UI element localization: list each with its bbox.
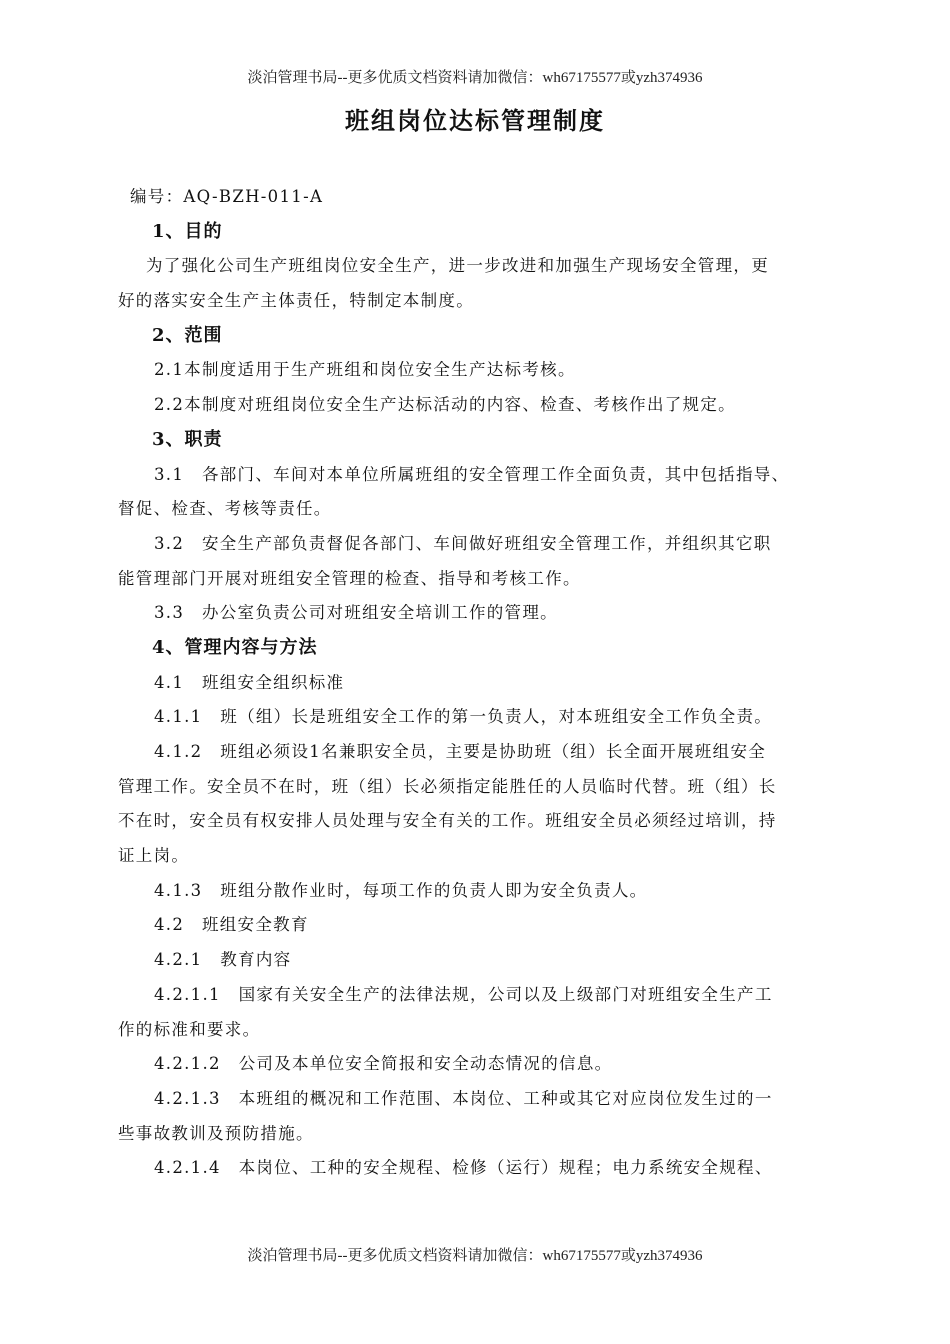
paragraph-line: 4.2.1 教育内容: [154, 950, 292, 970]
section-heading: 2、范围: [152, 324, 223, 346]
paragraph-line: 4.1.3 班组分散作业时，每项工作的负责人即为安全负责人。: [154, 880, 648, 900]
paragraph-line: 证上岗。: [118, 846, 190, 866]
paragraph-line: 为了强化公司生产班组岗位安全生产，进一步改进和加强生产现场安全管理，更: [146, 256, 769, 276]
paragraph-line: 2.2本制度对班组岗位安全生产达标活动的内容、检查、考核作出了规定。: [154, 395, 736, 415]
paragraph-line: 3.1 各部门、车间对本单位所属班组的安全管理工作全面负责，其中包括指导、: [154, 464, 790, 484]
document-body: [118, 180, 838, 1186]
paragraph-line: 督促、检查、考核等责任。: [118, 499, 332, 519]
section-heading: 1、目的: [152, 220, 223, 242]
paragraph-line: 4.1.1 班（组）长是班组安全工作的第一负责人，对本班组安全工作负全责。: [154, 707, 773, 727]
page-header: 淡泊管理书局--更多优质文档资料请加微信：wh67175577或yzh374936: [247, 70, 703, 86]
paragraph-line: 能管理部门开展对班组安全管理的检查、指导和考核工作。: [118, 568, 581, 588]
paragraph-line: 2.1本制度适用于生产班组和岗位安全生产达标考核。: [154, 360, 576, 380]
paragraph-line: 3.3 办公室负责公司对班组安全培训工作的管理。: [154, 603, 558, 623]
paragraph-line: 编号：AQ-BZH-011-A: [130, 187, 324, 206]
paragraph-line: 好的落实安全生产主体责任，特制定本制度。: [118, 291, 474, 311]
paragraph-line: 作的标准和要求。: [118, 1019, 261, 1039]
paragraph-line: 4.2.1.4 本岗位、工种的安全规程、检修（运行）规程；电力系统安全规程、: [154, 1158, 773, 1178]
paragraph-line: 4.2.1.1 国家有关安全生产的法律法规，公司以及上级部门对班组安全生产工: [154, 984, 773, 1004]
page-footer: 淡泊管理书局--更多优质文档资料请加微信：wh67175577或yzh374936: [247, 1248, 703, 1264]
paragraph-line: 4.1 班组安全组织标准: [154, 672, 345, 692]
paragraph-line: 4.2.1.2 公司及本单位安全简报和安全动态情况的信息。: [154, 1054, 613, 1074]
document-title: 班组岗位达标管理制度: [345, 106, 605, 135]
paragraph-line: 4.1.2 班组必须设1名兼职安全员，主要是协助班（组）长全面开展班组安全: [154, 742, 767, 761]
paragraph-line: 3.2 安全生产部负责督促各部门、车间做好班组安全管理工作，并组织其它职: [154, 533, 772, 553]
paragraph-line: 4.2 班组安全教育: [154, 915, 309, 935]
section-heading: 3、职责: [152, 428, 223, 450]
paragraph-line: 管理工作。安全员不在时，班（组）长必须指定能胜任的人员临时代替。班（组）长: [118, 776, 777, 796]
paragraph-line: 些事故教训及预防措施。: [118, 1123, 314, 1143]
paragraph-line: 4.2.1.3 本班组的概况和工作范围、本岗位、工种或其它对应岗位发生过的一: [154, 1088, 773, 1108]
paragraph-line: 不在时，安全员有权安排人员处理与安全有关的工作。班组安全员必须经过培训，持: [118, 811, 777, 831]
section-heading: 4、管理内容与方法: [152, 636, 318, 658]
